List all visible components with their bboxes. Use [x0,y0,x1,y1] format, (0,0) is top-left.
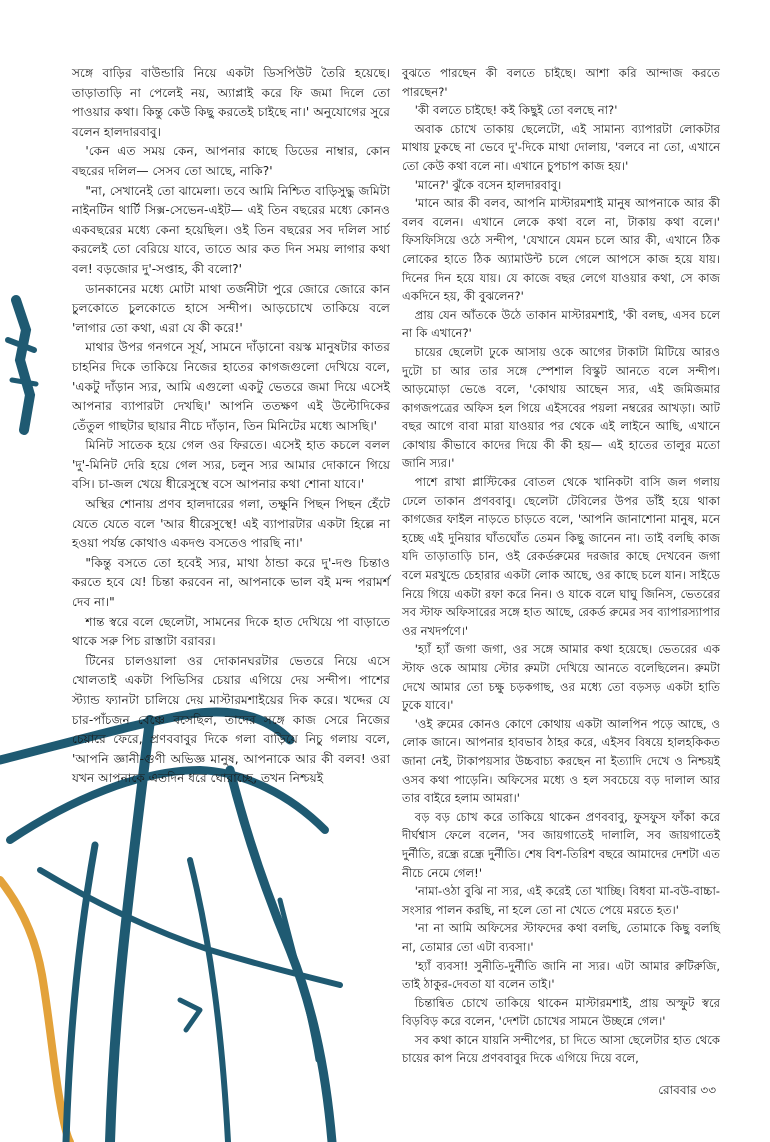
paragraph: প্রায় যেন আঁতকে উঠে তাকান মাস্টারমশাই, 'কী বলছ, এসব চলে না কি এখানে?' [402,307,720,341]
paragraph: 'মানে?' ঝুঁকে বসেন হালদারবাবু। [414,177,562,192]
paragraph: শান্ত স্বরে বলে ছেলেটা, সামনের দিকে হাত দেখিয়ে পা বাড়াতে থাকে সরু পিচ রাস্তাটা বরাবর। [72,614,390,649]
paragraph: মাথার উপর গনগনে সূর্য, সামনে দাঁড়ানো বয়স্ক মানুষটার কাতর চাহনির দিকে তাকিয়ে নিজের হাতের কাগজগুলো দেখিয়ে বলে, 'একটু দাঁড়ান স্যর, আমি এগুলো একটু ভেতরে জমা দিয়ে এসেই আপনার ব্যাপারটা দেখছি।' আপনি ততক্ষণ এই উল্টোদিকের তেঁতুল গাছটার ছায়ার নীচে দাঁড়ান, তিন মিনিটের মধ্যে আসছি।' [72,340,390,433]
paragraph: "না, সেখানেই তো ঝামেলা। তবে আমি নিশ্চিত বাড়িসুদ্ধু জমিটা নাইনটিন থার্টি সিক্স-সেভেন-এইট— এই তিন বছরের মধ্যে কোনও একবছরের মধ্যে কেনা হয়েছিল। ওই তিন বছরের সব দলিল সার্চ করলেই তো বেরিয়ে যাবে, তাতে আর কত দিন সময় লাগার কথা বল! বড়জোর দু'-সপ্তাহ, কী বলো?' [72,183,390,276]
page-footer: রোববার ৩৩ [658,1083,716,1097]
paragraph: 'মানে আর কী বলব, আপনি মাস্টারমশাই মানুষ আপনাকে আর কী বলব বলেন। এখানে লেকে কথা বলে না, টাকায় কথা বলে।' ফিসফিসিয়ে ওঠে সন্দীপ, 'যেখানে যেমন চলে আর কী, এখানে ঠিক লোকের হাতে ঠিক অ্যামাউন্ট চলে গেলে আপসে কাজ হয়ে যায়। দিনের দিন হয়ে যায়। যে কাজে বছর লেগে যাওয়ার কথা, সে কাজ একদিনে হয়, কী বুঝলেন?' [402,196,720,304]
paragraph: সঙ্গে বাড়ির বাউন্ডারি নিয়ে একটা ডিসপিউট তৈরি হয়েছে। তাড়াতাড়ি না পেলেই নয়, অ্যাপ্লাই করে ফি জমা দিলে তো পাওয়ার কথা। কিন্তু কেউ কিছু করতেই চাইছে না।' অনুযোগের সুরে বলেন হালদারবাবু। [72,66,390,139]
paragraph: চিন্তান্বিত চোখে তাকিয়ে থাকেন মাস্টারমশাই, প্রায় অস্ফুট স্বরে বিড়বিড় করে বলেন, 'দেশটা চোখের সামনে উচ্ছন্নে গেল।' [402,995,720,1029]
right-text-column [402,64,720,1068]
paragraph: পাশে রাখা প্লাস্টিকের বোতল থেকে খানিকটা বাসি জল গলায় ঢেলে তাকান প্রণববাবু। ছেলেটা টেবিলের উপর ডাঁই হয়ে থাকা কাগজের ফাইল নাড়তে চাড়তে বলে, 'আপনি জানাশোনা মানুষ, মনে হচ্ছে এই দুনিয়ার ঘাঁতঘোঁত তেমন কিছু জানেন না। তাই বলছি কাজ যদি তাড়াতাড়ি চান, ওই রেকর্ডরুমের দরজার কাছে দেখবেন জগা বলে মরখুন্ডে চেহারার একটা লোক আছে, ওর কাছে চলে যান। সাইডে নিয়ে গিয়ে একটা রফা করে নিন। ও যাকে বলে ঘাঘু জিনিস, ভেতরের সব স্টাফ অফিসারের সঙ্গে হাত আছে, রেকর্ড রুমের সব ব্যাপারস্যাপার ওর নখদর্পণে।' [402,475,720,638]
orange-brush-stroke [0,880,70,1142]
paragraph: অবাক চোখে তাকায় ছেলেটো, এই সামান্য ব্যাপারটা লোকটার মাথায় ঢুকছে না ভেবে দু'-দিকে মাথা দোলায়, 'বলবে না তো, এখানে তো কেউ কথা বলে না। এখানে চুপচাপ কাজ হয়।' [402,121,720,173]
paragraph: মিনিট সাতেক হয়ে গেল ওর ফিরতে। এসেই হাত কচলে বলল 'দু'-মিনিট দেরি হয়ে গেল স্যর, চলুন স্যর আমার দোকানে গিয়ে বসি। চা-জল খেয়ে ধীরেসুস্থে বসে আপনার কথা শোনা যাবে।' [72,438,390,492]
paragraph: অস্থির শোনায় প্রণব হালদারের গলা, তক্ষুনি পিছন পিছন হেঁটে যেতে যেতে বলে 'আর ধীরেসুস্থে! এই ব্যাপারটার একটা হিল্লে না হওয়া পর্যন্ত কোথাও একদণ্ড বসতেও পারছি না।' [72,497,390,551]
paragraph: 'ওই রুমের কোনও কোণে কোথায় একটা আলপিন পড়ে আছে, ও লোক জানে। আপনার হাবভাব ঠাহর করে, এইসব বিষয়ে হালহকিকত জানা নেই, টাকাপয়সার উচ্চবাচ্য করছেন না ইত্যাদি দেখে ও নিশ্চয়ই ওসব কথা পাড়েনি। অফিসের মধ্যে ও হল সবচেয়ে বড় দালাল আর তার বাইরে হলাম আমরা।' [402,716,720,806]
paragraph: 'নামা-ওঠা বুঝি না স্যর, এই করেই তো খাচ্ছি। বিধবা মা-বউ-বাচ্চা-সংসার পালন করছি, না হলে তো না খেতে পেয়ে মরতে হত।' [402,884,720,917]
paragraph: ডানকানের মধ্যে মোটা মাথা তর্জনীটা পুরে জোরে জোরে কান চুলকোতে চুলকোতে হাসে সন্দীপ। আড়চোখে তাকিয়ে বলে 'লাগার তো কথা, এরা যে কী করে!' [72,281,390,335]
paragraph: সব কথা কানে যায়নি সন্দীপের, চা দিতে আসা ছেলেটার হাত থেকে চায়ের কাপ নিয়ে প্রণববাবুর দিকে এগিয়ে দিয়ে বলে, [402,1032,720,1066]
paragraph: 'হ্যাঁ ব্যবসা! সুনীতি-দুর্নীতি জানি না স্যর। এটা আমার রুটিরুজি, তাই ঠাকুর-দেবতা যা বলেন তাই।' [402,958,720,992]
paragraph: 'হ্যাঁ হ্যাঁ জগা জগা, ওর সঙ্গে আমার কথা হয়েছে। ভেতরের এক স্টাফ ওকে আমায় স্টোর রুমটা দেখিয়ে আনতে বলেছিলেন। রুমটা দেখে আমার তো চক্ষু চড়কগাছ, ওর মধ্যে তো বড়সড় একটা হাতি ঢুকে যাবে।' [402,642,720,713]
paragraph: বুঝতে পারছেন কী বলতে চাইছে। আশা করি আন্দাজ করতে পারছেন?' [402,66,720,99]
left-text-column [72,64,390,789]
paragraph: বড় বড় চোখ করে তাকিয়ে থাকেন প্রণববাবু, ফুসফুস ফাঁকা করে দীর্ঘশ্বাস ফেলে বলেন, 'সব জায়গাতেই দালালি, সব জায়গাতেই দুর্নীতি, রন্ধ্রে রন্ধ্রে দুর্নীতি। শেষ বিশ-তিরিশ বছরে আমাদের দেশটা এত নীচে নেমে গেল!' [402,809,720,880]
paragraph: 'কেন এত সময় কেন, আপনার কাছে ডিডের নাম্বার, কোন বছরের দলিল— সেসব তো আছে, নাকি?' [72,144,390,178]
paragraph: "কিন্তু বসতে তো হবেই স্যর, মাথা ঠান্ডা করে দু'-দণ্ড চিন্তাও করতে হবে যে! চিন্তা করবেন না, আপনাকে ভাল বই মন্দ পরামর্শ দেব না।" [72,555,390,610]
small-brush-mark [8,300,36,430]
paragraph: টিনের চালওয়ালা ওর দোকানঘরটার ভেতরে নিয়ে এসে খোলতাই একটা পিভিসির চেয়ার এগিয়ে দেয় সন্দীপ। পাশের স্ট্যান্ড ফ্যানটা চালিয়ে দেয় মাস্টারমশাইয়ের দিক করে। খদ্দের যে চার-পাঁচজন বেঞ্চে বসেছিল, তাদের সঙ্গে কাজ সেরে নিজের চেয়ারে ফেরে, প্রণববাবুর দিকে গলা বাড়িয়ে নিচু গলায় বলে, 'আপনি জ্ঞানী-গুণী অভিজ্ঞ মানুষ, আপনাকে আর কী বলব! ওরা যখন আপনাকে এতদিন ধরে ঘোরাচ্ছে, তখন নিশ্চয়ই [72,653,390,786]
paragraph: 'কী বলতে চাইছে! কই কিছুই তো বলছে না?' [414,103,618,118]
paragraph: 'না না আমি অফিসের স্টাফদের কথা বলছি, তোমাকে কিছু বলছি না, তোমার তো এটা ব্যবসা।' [402,921,720,954]
paragraph: চায়ের ছেলেটা ঢুকে আসায় ওকে আগের টাকাটা মিটিয়ে আরও দুটো চা আর তার সঙ্গে স্পেশাল বিস্কুট আনতে বলে সন্দীপ। আড়মোড়া ভেঙে বলে, 'কোথায় আছেন স্যর, এই জমিজমার কাগজপত্রের অফিস হল গিয়ে এইসবের পয়লা নম্বরের আখড়া। আট বছর আগে বাবা মারা যাওয়ার পর থেকে এই লাইনে আছি, এখানে কোথায় কীভাবে কাদের দিয়ে কী কী হয়— এই হাতের তালুর মতো জানি স্যর।' [402,344,720,471]
